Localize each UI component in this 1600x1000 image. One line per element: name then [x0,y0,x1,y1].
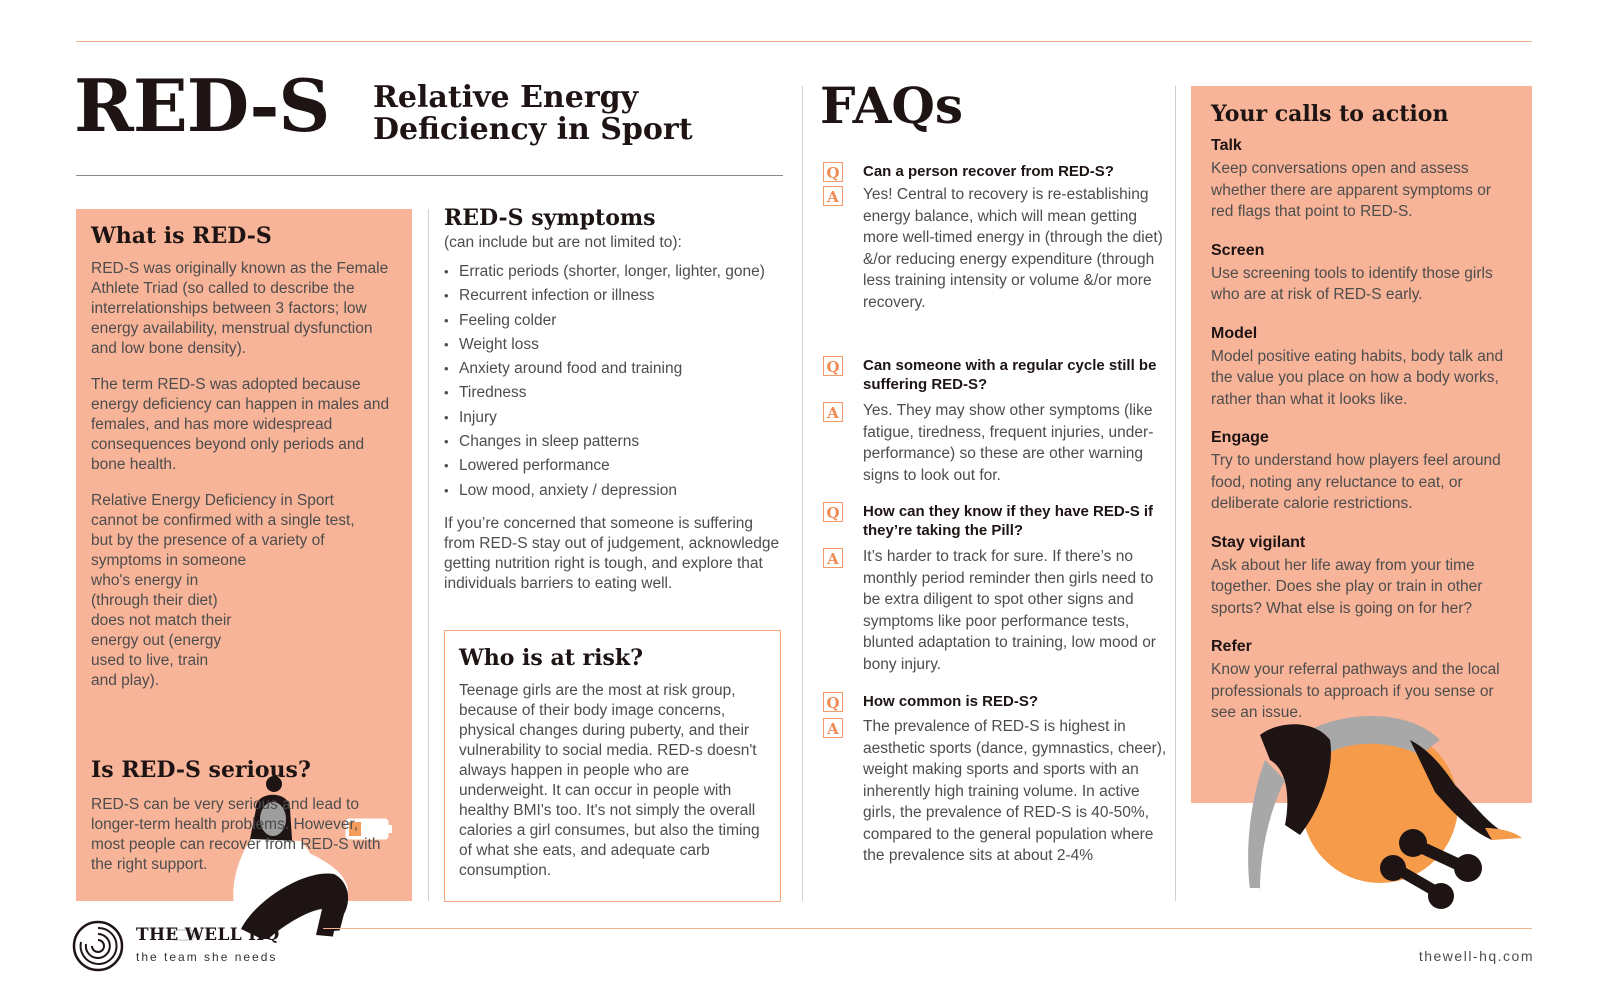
cta-list [1211,136,1511,742]
what-is-paragraph-1: RED-S was originally known as the Female Athlete Triad (so called to describe the interrelationships between 3 factors; low energy availability, menstrual dysfunction and low bone density). [91,260,389,357]
faq-question-row [823,356,1168,394]
cta-item-body: Try to understand how players feel around food, noting any reluctance to eat, or deliberate calorie restrictions. [1211,452,1501,512]
risk-body: Teenage girls are the most at risk group, because of their body image concerns, physical changes during puberty, and their vulnerability to social media. RED-s doesn't always happen in people who are underweight. It can occur in people with healthy BMI's too. It's not simply the overall calories a girl consumes, but also the timing of what she eats, and adequate carb consumption. [459,682,760,879]
symptom-item: • Recurrent infection or illness [444,284,794,308]
symptom-item: • Erratic periods (shorter, longer, lighter, gone) [444,260,794,284]
what-is-paragraph-2: The term RED-S was adopted because energy deficiency can happen in males and females, and has more widespread consequences beyond only periods and bone health. [91,376,390,473]
cta-item [1211,136,1511,223]
symptom-item: • Injury [444,406,794,430]
cta-item-title: Model [1211,324,1258,342]
cta-item-body: Use screening tools to identify those girls who are at risk of RED-S early. [1211,264,1493,303]
what-is-p3-line: but by the presence of a variety of [91,532,325,549]
what-is-heading: What is RED-S [91,223,272,249]
symptom-item: • Feeling colder [444,309,794,333]
symptom-item: • Lowered performance [444,454,794,478]
cta-item-title: Stay vigilant [1211,533,1306,551]
symptom-item: • Changes in sleep patterns [444,430,794,454]
faq-answer-row [823,184,1168,313]
serious-heading: Is RED-S serious? [91,757,311,783]
title-divider [76,175,783,176]
cta-item [1211,241,1511,306]
faq-answer-row [823,716,1168,867]
faq-answer-row [823,546,1168,675]
top-divider [76,41,1532,42]
serious-body: RED-S can be very serious and lead to longer-term health problems. However, most people can recover from RED-S with the right support. [91,796,381,873]
cta-item-body: Keep conversations open and assess whether there are apparent symptoms or red flags that point to RED-S. [1211,160,1491,220]
what-is-p3-line: symptoms in someone [91,552,247,569]
cta-item-title: Screen [1211,241,1265,259]
faq-question: How can they know if they have RED-S if they’re taking the Pill? [863,503,1154,539]
bottom-divider [323,928,1532,929]
faq-answer-row [823,400,1168,486]
faq-answer: Yes. They may show other symptoms (like fatigue, tiredness, frequent injuries, under-performance) so these are other warning signs to look out for. [863,402,1154,484]
cta-item-title: Refer [1211,638,1252,655]
symptom-item: • Tiredness [444,381,794,405]
q-badge-icon: Q [823,356,843,376]
exercise-ball-illustration [1230,700,1530,925]
cta-panel [1191,86,1532,803]
column-divider-1 [428,209,429,901]
faq-question: How common is RED-S? [863,693,1039,710]
faq-item [823,162,1168,313]
column-divider-3 [1175,86,1176,901]
faq-question-row [823,502,1168,540]
faq-answer: The prevalence of RED-S is highest in aesthetic sports (dance, gymnastics, cheer), weight making sports and sports with an inherently high training volume. In active girls, the prevalence of RED-S is 40-50%, compared to the general population where the prevalence sits at about 2-4% [863,718,1167,864]
what-is-p3-line: who's energy in [91,572,199,589]
risk-heading: Who is at risk? [459,645,643,671]
what-is-p3-line: energy out (energy [91,632,222,649]
what-is-p3-line: used to live, train [91,652,209,669]
brand-name: THE WELL HQ [136,925,280,945]
what-is-p3-line: and play). [91,672,160,689]
q-badge-icon: Q [823,162,843,182]
page-subtitle [373,82,733,146]
cta-item-title: Talk [1211,137,1242,154]
cta-item [1211,324,1511,411]
cta-item [1211,428,1511,515]
faq-item [823,356,1168,486]
faq-item [823,502,1168,675]
subtitle-line-2: Deficiency in Sport [373,112,693,147]
faq-question-row [823,162,1168,181]
what-is-p3-line: Relative Energy Deficiency in Sport [91,492,334,509]
cta-item-body: Model positive eating habits, body talk and the value you place on how a body works, rather than what it looks like. [1211,347,1504,408]
faq-answer: Yes! Central to recovery is re-establishing energy balance, which will mean getting more well-timed energy in (through the diet) &/or reducing energy expenditure (through less training intensity or volume &/or more recovery. [863,186,1163,311]
symptoms-intro: (can include but are not limited to): [444,234,682,251]
faqs-heading: FAQs [820,76,964,135]
symptoms-heading: RED-S symptoms [444,205,656,231]
what-is-panel [76,209,412,901]
symptom-item: • Anxiety around food and training [444,357,794,381]
cta-item-body: Know your referral pathways and the local professionals to approach if you sense or see an issue. [1211,661,1500,721]
a-badge-icon: A [823,718,843,738]
subtitle-line-1: Relative Energy [373,80,639,115]
website-link[interactable]: thewell-hq.com [1418,948,1534,964]
what-is-p3-line: (through their diet) [91,592,218,609]
faq-question: Can someone with a regular cycle still be suffering RED-S? [863,357,1157,393]
cta-item-title: Engage [1211,429,1269,446]
a-badge-icon: A [823,548,843,568]
what-is-p3-line: does not match their [91,612,232,629]
symptom-item: • Low mood, anxiety / depression [444,479,794,503]
brand-tagline: the team she needs [136,950,278,964]
faq-answer: It’s harder to track for sure. If there’s no monthly period reminder then girls need to be extra diligent to spot other signs and symptoms like poor performance tests, blunted adaptation to training, low mood or bony injury. [863,548,1156,673]
what-is-p3-line: cannot be confirmed with a single test, [91,512,355,529]
faq-question: Can a person recover from RED-S? [863,163,1114,180]
a-badge-icon: A [823,402,843,422]
column-divider-2 [802,86,803,901]
a-badge-icon: A [823,186,843,206]
risk-box [444,630,781,902]
faq-question-row [823,692,1168,711]
q-badge-icon: Q [823,502,843,522]
symptom-item: • Weight loss [444,333,794,357]
cta-heading: Your calls to action [1211,101,1449,127]
page-title: RED-S [74,63,330,148]
faq-item [823,692,1168,867]
symptoms-concern: If you’re concerned that someone is suffering from RED-S stay out of judgement, acknowledge getting nutrition right is tough, and explore that individuals barriers to eating well. [444,515,780,592]
q-badge-icon: Q [823,692,843,712]
cta-item [1211,533,1511,620]
cta-item-body: Ask about her life away from your time together. Does she play or train in other sports? What else is going on for her? [1211,556,1483,617]
symptoms-list [444,260,794,503]
the-well-logo-icon [72,920,124,972]
